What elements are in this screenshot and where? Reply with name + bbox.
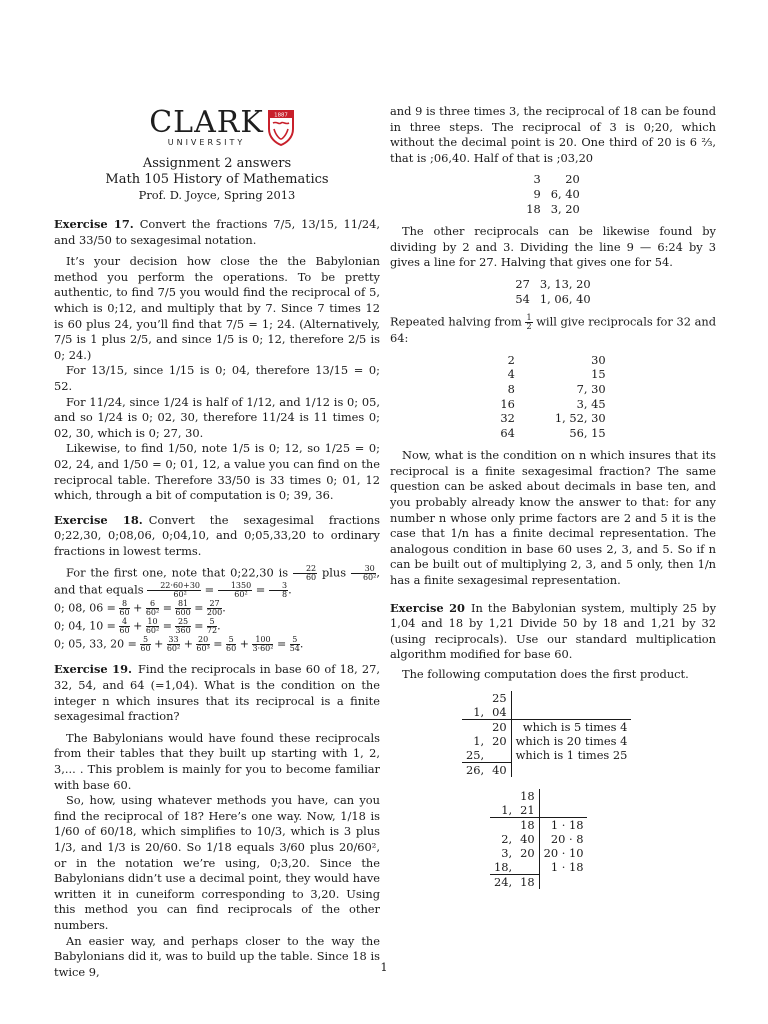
shield-icon bbox=[267, 109, 295, 147]
table-cell: 3 bbox=[533, 172, 541, 187]
denominator: 60² bbox=[173, 590, 187, 600]
equation-line-3: 0; 04, 10 = $\frac{4}{60}$ + $\frac{10}{\text{60²}}$ = $\frac{25}{360}$ = $\frac{5}{72}$ . bbox=[54, 617, 221, 636]
table-cell: 32 bbox=[500, 411, 515, 426]
table-cell: 18 bbox=[526, 201, 541, 216]
numerator: 1350 bbox=[218, 582, 252, 591]
table-cell: 27 bbox=[515, 276, 530, 291]
numerator: 6 bbox=[146, 600, 159, 609]
table-cell: 1, 06, 40 bbox=[539, 291, 591, 306]
fraction bbox=[167, 636, 180, 653]
table-cell: 3, 20 bbox=[550, 201, 580, 216]
table-cell: which is 1 times 25 bbox=[515, 747, 628, 762]
exercise-17-label: Exercise 17. bbox=[54, 217, 134, 231]
fraction bbox=[146, 618, 159, 635]
numerator: 22 bbox=[293, 565, 317, 574]
table-cell: 2, bbox=[501, 831, 513, 846]
numerator: 81 bbox=[175, 600, 190, 609]
table-cell: 40 bbox=[488, 762, 511, 777]
numerator: 33 bbox=[168, 635, 179, 645]
table-cell: 21 bbox=[516, 803, 539, 818]
table-cell: 20 bbox=[565, 172, 580, 187]
exercise-17-paragraph-3: For 11/24, since 1/24 is half of 1/12, and 1/12 is 0; 05, and so 1/24 is 0; 02, 30, therefore 11/24 is 11 times 0; 02, 30, which is 0; 27, 30. bbox=[54, 394, 380, 440]
exercise-19-halving-line bbox=[390, 314, 716, 347]
table-cell: 6, 40 bbox=[550, 186, 580, 201]
fraction bbox=[269, 582, 288, 599]
table-cell: 4 bbox=[507, 367, 515, 382]
page-number: 1 bbox=[380, 960, 388, 974]
numerator: 5 bbox=[140, 636, 150, 645]
exercise-19-paragraph-other-reciprocals: The other reciprocals can be likewise found by dividing by 2 and 3. Dividing the line 9 — 6:24 by 3 gives a line for 27. Halving that gives one for 54. bbox=[390, 224, 716, 270]
fraction bbox=[351, 565, 376, 582]
exercise-19-paragraph-1: The Babylonians would have found these reciprocals from their tables that they built up starting with 1, 2, 3,... . This problem is mainly for you to become familiar with base 60. bbox=[54, 730, 380, 792]
exercise-20-text: In the Babylonian system, multiply 25 by 1,04 and 18 by 1,21 Divide 50 by 18 and 1,21 by 32 (using reciprocals). Use our standard multiplication algorithm modified for base 60. bbox=[390, 600, 716, 662]
numerator: 5 bbox=[226, 636, 236, 645]
exercise-17-paragraph-1: It’s your decision how close the the Babylonian method you perform the operations. To be pretty authentic, to find 7/5 you would find the reciprocal of 5, which is 0;12, and multiply that by 7. Since 7 times 12 is 60 plus 24, you’ll find that 7/5 = 1; 24. (Alternatively, 7/5 is 1 plus 2/5, and since 1/5 is 0; 12, therefore 2/5 is 0; 24.) bbox=[54, 254, 380, 362]
numerator: 22·60+30 bbox=[147, 582, 201, 591]
table-cell: 7, 30 bbox=[576, 381, 606, 396]
table-cell: 16 bbox=[500, 396, 515, 411]
table-cell: 20 · 8 bbox=[550, 831, 584, 846]
table-row bbox=[490, 860, 587, 875]
table-row bbox=[490, 832, 587, 846]
table-cell: 2 bbox=[507, 352, 515, 367]
numerator: 27 bbox=[207, 600, 222, 609]
reciprocal-table-powers-of-2 bbox=[500, 353, 605, 441]
intro-text-c: , and that equals bbox=[54, 565, 380, 597]
table-row bbox=[500, 382, 605, 397]
course-title: Math 105 History of Mathematics bbox=[105, 172, 329, 187]
fraction bbox=[147, 582, 201, 599]
table-cell bbox=[488, 748, 511, 763]
denominator: 600 bbox=[175, 608, 191, 618]
clark-university-logo bbox=[64, 105, 380, 148]
logo-year: 1887 bbox=[273, 112, 288, 119]
table-cell: 15 bbox=[591, 367, 606, 382]
table-row bbox=[462, 734, 631, 748]
table-cell: 3, 13, 20 bbox=[539, 276, 591, 291]
table-cell: 20 · 10 bbox=[543, 845, 584, 860]
fraction bbox=[207, 618, 217, 635]
numerator: 4 bbox=[119, 618, 129, 627]
table-row bbox=[500, 367, 605, 382]
exercise-20-prompt bbox=[390, 601, 716, 663]
multiplication-computation-1 bbox=[462, 691, 631, 777]
table-cell: 1, bbox=[473, 733, 485, 748]
table-cell: 1 · 18 bbox=[539, 817, 587, 832]
table-cell: 18, bbox=[494, 859, 513, 874]
fraction bbox=[175, 600, 190, 617]
logo-wordmark: CLARK bbox=[149, 105, 264, 140]
table-cell bbox=[462, 719, 488, 734]
equation-line-2: 0; 08, 06 = $\frac{8}{60}$ + $\frac{6}{\text{60²}}$ = $\frac{81}{600}$ = $\frac{27}{200}$ . bbox=[54, 599, 226, 618]
halving-text-b: will give reciprocals for 32 and 64: bbox=[390, 314, 717, 346]
fraction bbox=[290, 636, 300, 653]
table-cell bbox=[511, 705, 631, 720]
numerator: 1 bbox=[526, 313, 532, 323]
fraction bbox=[207, 600, 222, 617]
table-cell bbox=[511, 691, 631, 705]
table-cell: 25 bbox=[488, 691, 511, 705]
exercise-17-paragraph-2: For 13/15, since 1/15 is 0; 04, therefore 13/15 = 0; 52. bbox=[54, 363, 380, 393]
table-row bbox=[526, 202, 579, 217]
fraction bbox=[226, 636, 236, 653]
fraction bbox=[525, 314, 532, 331]
table-cell: 26, bbox=[462, 762, 488, 777]
exercise-19-label: Exercise 19. bbox=[54, 662, 132, 677]
exercise-20-label: Exercise 20 bbox=[390, 600, 465, 615]
table-row bbox=[490, 789, 587, 803]
denominator: 60² bbox=[362, 573, 377, 583]
denominator: 54 bbox=[289, 644, 300, 654]
denominator: 60² bbox=[145, 626, 160, 636]
table-row bbox=[490, 803, 587, 818]
denominator: 200 bbox=[206, 608, 223, 618]
table-cell: 8 bbox=[507, 381, 515, 396]
table-row bbox=[500, 353, 605, 368]
equation-lhs: 0; 08, 06 = bbox=[54, 601, 116, 615]
table-cell bbox=[539, 789, 587, 803]
exercise-18-prompt bbox=[54, 513, 380, 560]
table-cell: 25, bbox=[466, 747, 485, 762]
table-row bbox=[515, 292, 590, 307]
denominator: 360 bbox=[175, 626, 191, 636]
exercise-18-text: Convert the sexagesimal fractions 0;22,30, 0;08,06, 0;04,10, and 0;05,33,20 to ordinary fractions in lowest terms. bbox=[54, 512, 380, 558]
table-cell: 54 bbox=[515, 291, 530, 306]
denominator: 60 bbox=[119, 608, 130, 618]
exercise-19-paragraph-3: An easier way, and perhaps closer to the way the Babylonians did it, was to build up the table. Since 18 is twice 9, bbox=[54, 933, 380, 979]
table-row bbox=[526, 172, 579, 187]
document-title: Assignment 2 answers bbox=[142, 156, 292, 171]
exercise-17-paragraph-4: Likewise, to find 1/50, note 1/5 is 0; 12, so 1/25 = 0; 02, 24, and 1/50 = 0; 01, 12, a value you can find on the reciprocal table. Therefore 33/50 is 33 times 0; 01, 12 which, through a bit of computation is 0; 39, 36. bbox=[54, 441, 380, 503]
numerator: 25 bbox=[175, 618, 190, 627]
table-cell: which is 20 times 4 bbox=[515, 733, 628, 748]
numerator: 3 bbox=[269, 582, 288, 591]
numerator: 8 bbox=[119, 600, 129, 609]
exercise-19-condition-paragraph: Now, what is the condition on n which insures that its reciprocal is a finite sexagesimal fraction? The same question can be asked about decimals in base ten, and you probably already know the answer to that: for any number n whose only prime factors are 2 and 5 it is the case that 1/n has a finite decimal representation. The analogous condition in base 60 uses 2, 3, and 5. So if n can be built out of multiplying 2, 3, and 5 only, then 1/n has a finite sexagesimal representation. bbox=[390, 448, 716, 588]
denominator: 72 bbox=[206, 626, 218, 636]
numerator: 30 bbox=[351, 565, 376, 574]
table-row bbox=[462, 705, 631, 720]
left-column bbox=[54, 105, 380, 980]
table-cell: 24, bbox=[490, 874, 516, 889]
table-row bbox=[462, 719, 631, 734]
fraction bbox=[119, 618, 129, 635]
denominator: 60² bbox=[145, 608, 160, 618]
exercise-17-text: Convert the fractions 7/5, 13/15, 11/24, and 33/50 to sexagesimal notation. bbox=[54, 217, 380, 247]
table-cell: 1, 52, 30 bbox=[554, 411, 606, 426]
equation-lhs: 0; 04, 10 = bbox=[54, 619, 116, 633]
numerator: 5 bbox=[207, 618, 217, 627]
exercise-19-prompt bbox=[54, 662, 380, 724]
table-row bbox=[490, 874, 587, 889]
fraction bbox=[119, 600, 129, 617]
table-row bbox=[500, 411, 605, 426]
reciprocal-table-27-54 bbox=[515, 277, 590, 306]
fraction bbox=[218, 582, 252, 599]
table-row bbox=[462, 762, 631, 777]
table-cell: 18 bbox=[516, 789, 539, 803]
denominator: 8 bbox=[281, 590, 288, 600]
table-row bbox=[490, 817, 587, 832]
fraction bbox=[196, 636, 209, 653]
table-cell: 1, bbox=[501, 802, 513, 817]
denominator: 60² bbox=[166, 644, 181, 654]
table-cell bbox=[516, 860, 539, 875]
table-row bbox=[515, 277, 590, 292]
table-cell bbox=[511, 762, 631, 777]
table-cell: 20 bbox=[488, 719, 511, 734]
table-cell: which is 5 times 4 bbox=[511, 719, 631, 734]
table-row bbox=[462, 691, 631, 705]
equation-line-4: 0; 05, 33, 20 = $\frac{5}{60}$ + $\frac{33}{\text{60²}}$ + $\frac{20}{\text{60³}}$ = $\frac{5}{60}$ + $\frac{100}{\text{3·60²}}$ = $\frac{5}{54}$ . bbox=[54, 635, 304, 654]
table-row bbox=[490, 846, 587, 860]
exercise-20-paragraph-1: The following computation does the first product. bbox=[402, 667, 689, 681]
denominator: 60 bbox=[140, 644, 151, 654]
numerator: 100 bbox=[252, 636, 273, 645]
intro-text-a: For the first one, note that 0;22,30 is bbox=[66, 565, 289, 580]
multiplication-computation-2 bbox=[490, 789, 587, 889]
right-column bbox=[390, 104, 716, 889]
fraction bbox=[140, 636, 150, 653]
table-cell: 1 · 18 bbox=[550, 859, 584, 874]
table-cell bbox=[490, 817, 516, 832]
table-cell bbox=[462, 691, 488, 705]
fraction bbox=[146, 600, 159, 617]
exercise-19-paragraph-2: So, how, using whatever methods you have, can you find the reciprocal of 18? Here’s one way. Now, 1/18 is 1/60 of 60/18, which simplifies to 10/3, which is 3 plus 1/3, and 1/3 is 20/60. So 1/18 equals 3/60 plus 20/60², or in the notation we’re using, 0;3,20. Since the Babylonians didn’t use a decimal point, they would have written it in cuneiform corresponding to 3,20. Using this method you can find reciprocals of the other numbers. bbox=[54, 793, 380, 932]
denominator: 60² bbox=[234, 590, 248, 600]
exercise-19-continued: and 9 is three times 3, the reciprocal of 18 can be found in three steps. The reciprocal of 3 is 0;20, which without the decimal point is 20. One third of 20 is 6 ⅔, that is ;06,40. Half of that is ;03,20 bbox=[390, 104, 716, 165]
table-cell: 20 bbox=[516, 846, 539, 860]
table-cell: 04 bbox=[488, 705, 511, 720]
table-cell: 40 bbox=[516, 832, 539, 846]
exercise-18-intro: For the first one, note that 0;22,30 is $\frac{22}{60}$ plus $\frac{30}{\text{60²}}$ , and that equals $\frac{22\cdot 60+30}{\text{60²}}$ = $\frac{1350}{\text{60²}}$ = $\frac{3}{8}$ . bbox=[54, 564, 380, 600]
table-row bbox=[462, 748, 631, 763]
document-header bbox=[54, 156, 380, 203]
numerator: 20 bbox=[198, 635, 209, 645]
halving-text-a: Repeated halving from bbox=[390, 314, 522, 329]
denominator: 2 bbox=[526, 322, 532, 332]
table-cell: 3, 45 bbox=[576, 396, 606, 411]
fraction bbox=[252, 636, 273, 653]
numerator: 10 bbox=[147, 617, 158, 627]
intro-text-b: plus bbox=[322, 565, 347, 580]
fraction bbox=[293, 565, 317, 582]
table-cell: 9 bbox=[533, 186, 541, 201]
numerator: 5 bbox=[290, 636, 300, 645]
table-cell bbox=[490, 789, 516, 803]
table-cell: 20 bbox=[488, 734, 511, 748]
denominator: 60 bbox=[119, 626, 130, 636]
table-cell: 18 bbox=[516, 874, 539, 889]
table-cell: 64 bbox=[500, 425, 515, 440]
fraction bbox=[175, 618, 190, 635]
exercise-18-label: Exercise 18. bbox=[54, 512, 143, 527]
logo-subtitle: UNIVERSITY bbox=[167, 138, 246, 147]
table-row bbox=[526, 187, 579, 202]
table-cell: 18 bbox=[516, 817, 539, 832]
table-cell bbox=[539, 803, 587, 818]
exercise-17-prompt bbox=[54, 217, 380, 248]
equation-lhs: 0; 05, 33, 20 = bbox=[54, 637, 137, 651]
table-row bbox=[500, 397, 605, 412]
table-cell: 1, bbox=[473, 704, 485, 719]
author-line: Prof. D. Joyce, Spring 2013 bbox=[138, 188, 296, 202]
denominator: 60 bbox=[305, 573, 317, 583]
denominator: 3·60² bbox=[252, 644, 274, 654]
table-row bbox=[500, 426, 605, 441]
denominator: 60 bbox=[226, 644, 237, 654]
exercise-19-text: Find the reciprocals in base 60 of 18, 27, 32, 54, and 64 (=1,04). What is the condition on the integer n which insures that its reciprocal is a finite sexagesimal fraction? bbox=[54, 662, 380, 724]
denominator: 60³ bbox=[196, 644, 210, 654]
table-cell: 56, 15 bbox=[569, 425, 606, 440]
table-cell: 30 bbox=[591, 352, 606, 367]
table-cell: 3, bbox=[501, 845, 513, 860]
reciprocal-table-18 bbox=[526, 172, 579, 216]
table-cell bbox=[539, 874, 587, 889]
